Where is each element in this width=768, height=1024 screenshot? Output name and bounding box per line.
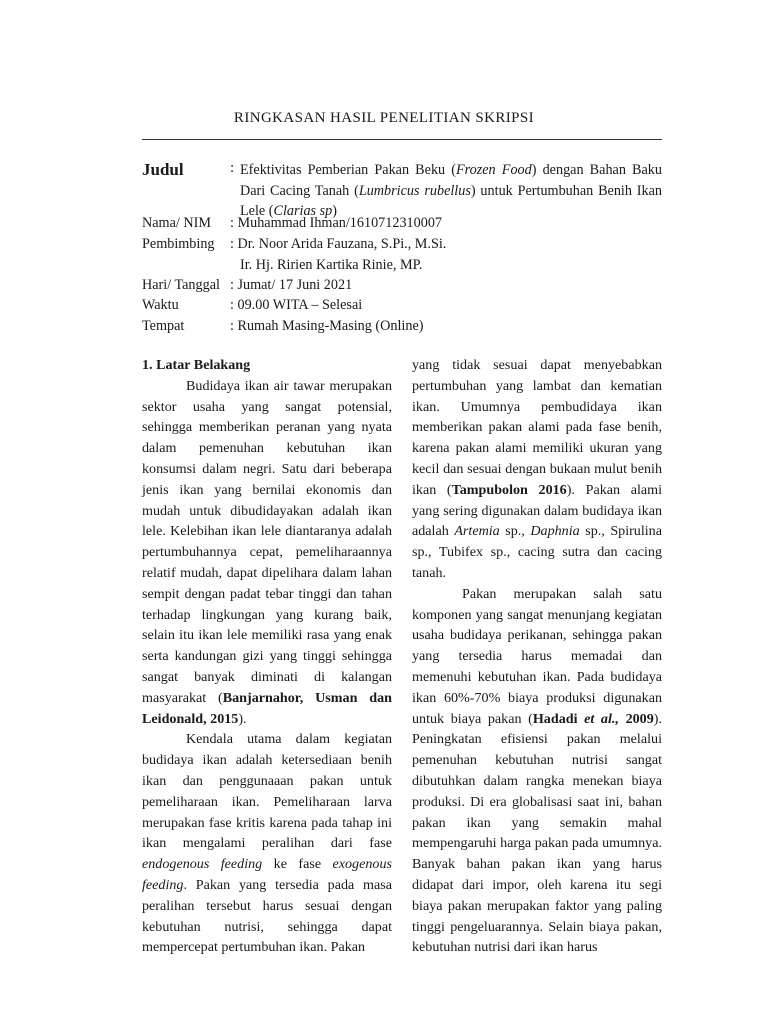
paragraph-text: ). Pakan alami yang sering digunakan dalam budidaya ikan adalah bbox=[412, 481, 663, 540]
paragraph-budidaya bbox=[142, 376, 392, 730]
paragraph-text: ke fase bbox=[262, 856, 333, 873]
paragraph-text: sp., Spirulina sp., Tubifex sp., cacing sutra dan cacing tanah. bbox=[412, 523, 662, 581]
section-heading-latar-belakang: 1. Latar Belakang bbox=[142, 357, 251, 373]
judul-text-part: ) bbox=[332, 203, 337, 219]
paragraph-text: sp., bbox=[499, 523, 531, 540]
judul-italic-clarias: Clarias sp bbox=[273, 203, 333, 219]
citation-banjarnahor: Banjarnahor, Usman dan Leidonald, 2015 bbox=[142, 689, 392, 727]
paragraph-text: yang tidak sesuai dapat menyebabkan pertumbuhan yang lambat dan kematian ikan. Umumnya pembudidaya ikan memberikan pakan alami pada fase benih, karena pakan alami memiliki ukuran yang kecil dan sesuai dengan bukaan mulut benih ikan ( bbox=[412, 357, 662, 498]
paragraph-text: ). Peningkatan efisiensi pakan melalui pemenuhan kebutuhan nutrisi sangat dibutuhkan dalam rangka menekan biaya produksi. Di era globalisasi saat ini, bahan pakan ikan yang semakin mahal mempengaruhi harga pakan pada umumnya. Banyak bahan pakan ikan yang harus didapat dari impor, oleh karena itu segi biaya pakan merupakan faktor yang paling tinggi pengeluarannya. Selain biaya pakan, kebutuhan nutrisi dari ikan harus bbox=[412, 710, 662, 956]
citation-author: Hadadi bbox=[532, 710, 585, 727]
meta-value-hari-tanggal: : Jumat/ 17 Juni 2021 bbox=[230, 277, 353, 293]
meta-label-hari-tanggal: Hari/ Tanggal bbox=[142, 277, 220, 293]
citation-et-al: et al., bbox=[584, 710, 619, 727]
citation-tampubolon: Tampubolon 2016 bbox=[451, 481, 567, 498]
citation-year: 2009 bbox=[618, 710, 654, 727]
judul-label: Judul bbox=[142, 160, 184, 179]
judul-text-part: ) dengan Bahan Baku Dari Cacing Tanah ( bbox=[240, 162, 662, 199]
meta-value-nama-nim: : Muhammad Ihman/1610712310007 bbox=[230, 215, 443, 231]
italic-daphnia: Daphnia bbox=[530, 523, 580, 540]
meta-label-tempat: Tempat bbox=[142, 318, 185, 334]
title-divider bbox=[142, 139, 662, 140]
document-title: RINGKASAN HASIL PENELITIAN SKRIPSI bbox=[233, 110, 535, 126]
italic-artemia: Artemia bbox=[454, 523, 500, 540]
paragraph-pakan-alami bbox=[412, 355, 662, 584]
meta-label-pembimbing: Pembimbing bbox=[142, 236, 215, 252]
judul-italic-frozen-food: Frozen Food bbox=[455, 162, 532, 178]
paragraph-text: Pakan merupakan salah satu komponen yang sangat menunjang kegiatan usaha budidaya perikanan, sehingga pakan yang tersedia harus memadai dan memenuhi kebutuhan ikan. Pada budidaya ikan 60%-70% biaya produksi digunakan untuk biaya pakan ( bbox=[412, 585, 662, 727]
paragraph-pakan-komponen bbox=[412, 584, 662, 958]
meta-label-nama-nim: Nama/ NIM bbox=[142, 215, 211, 231]
right-column bbox=[412, 355, 662, 958]
paragraph-text: Budidaya ikan air tawar merupakan sektor usaha yang sangat potensial, sehingga memberikan peranan yang nyata dalam pemenuhan kebutuhan ikan konsumsi dalam negri. Satu dari beberapa jenis ikan yang bernilai ekonomis dan mudah untuk dibudidayakan adalah ikan lele. Kelebihan ikan lele diantaranya adalah pertumbuhannya cepat, pemeliharaannya relatif mudah, dapat dipelihara dalam lahan sempit dengan padat tebar tinggi dan tahan terhadap lingkungan yang kurang baik, selain itu ikan lele memiliki rasa yang enak serta kandungan gizi yang tinggi sehingga sangat banyak diminati di kalangan masyarakat ( bbox=[142, 377, 392, 706]
left-column bbox=[142, 355, 392, 958]
citation-hadadi bbox=[533, 711, 654, 727]
judul-text-part: ) untuk Pertumbuhan Benih Ikan Lele ( bbox=[240, 182, 663, 219]
italic-exogenous-feeding: exogenous feeding bbox=[142, 856, 392, 893]
paragraph-kendala bbox=[142, 729, 392, 958]
meta-value-waktu: : 09.00 WITA – Selesai bbox=[230, 297, 363, 313]
italic-endogenous-feeding: endogenous feeding bbox=[142, 856, 263, 873]
meta-label-waktu: Waktu bbox=[142, 297, 179, 313]
judul-colon: : bbox=[230, 160, 235, 176]
judul-text bbox=[240, 160, 662, 222]
judul-text-part: Efektivitas Pemberian Pakan Beku ( bbox=[240, 162, 456, 178]
judul-italic-lumbricus: Lumbricus rubellus bbox=[358, 182, 471, 199]
paragraph-text: Kendala utama dalam kegiatan budidaya ikan adalah ketersediaan benih ikan dan penggunaaan pakan untuk pemeliharaan ikan. Pemeliharaan larva merupakan fase kritis karena pada tahap ini ikan mengalami peralihan dari fase bbox=[142, 731, 392, 852]
meta-value-pembimbing-1: : Dr. Noor Arida Fauzana, S.Pi., M.Si. bbox=[230, 236, 447, 252]
paragraph-text: . Pakan yang tersedia pada masa peralihan tersebut harus sesuai dengan kebutuhan nutrisi, sehingga dapat mempercepat pertumbuhan ikan. Pakan bbox=[142, 876, 392, 956]
meta-value-pembimbing-2: Ir. Hj. Ririen Kartika Rinie, MP. bbox=[240, 257, 423, 273]
meta-value-tempat: : Rumah Masing-Masing (Online) bbox=[230, 318, 424, 334]
paragraph-text: ). bbox=[238, 710, 247, 727]
